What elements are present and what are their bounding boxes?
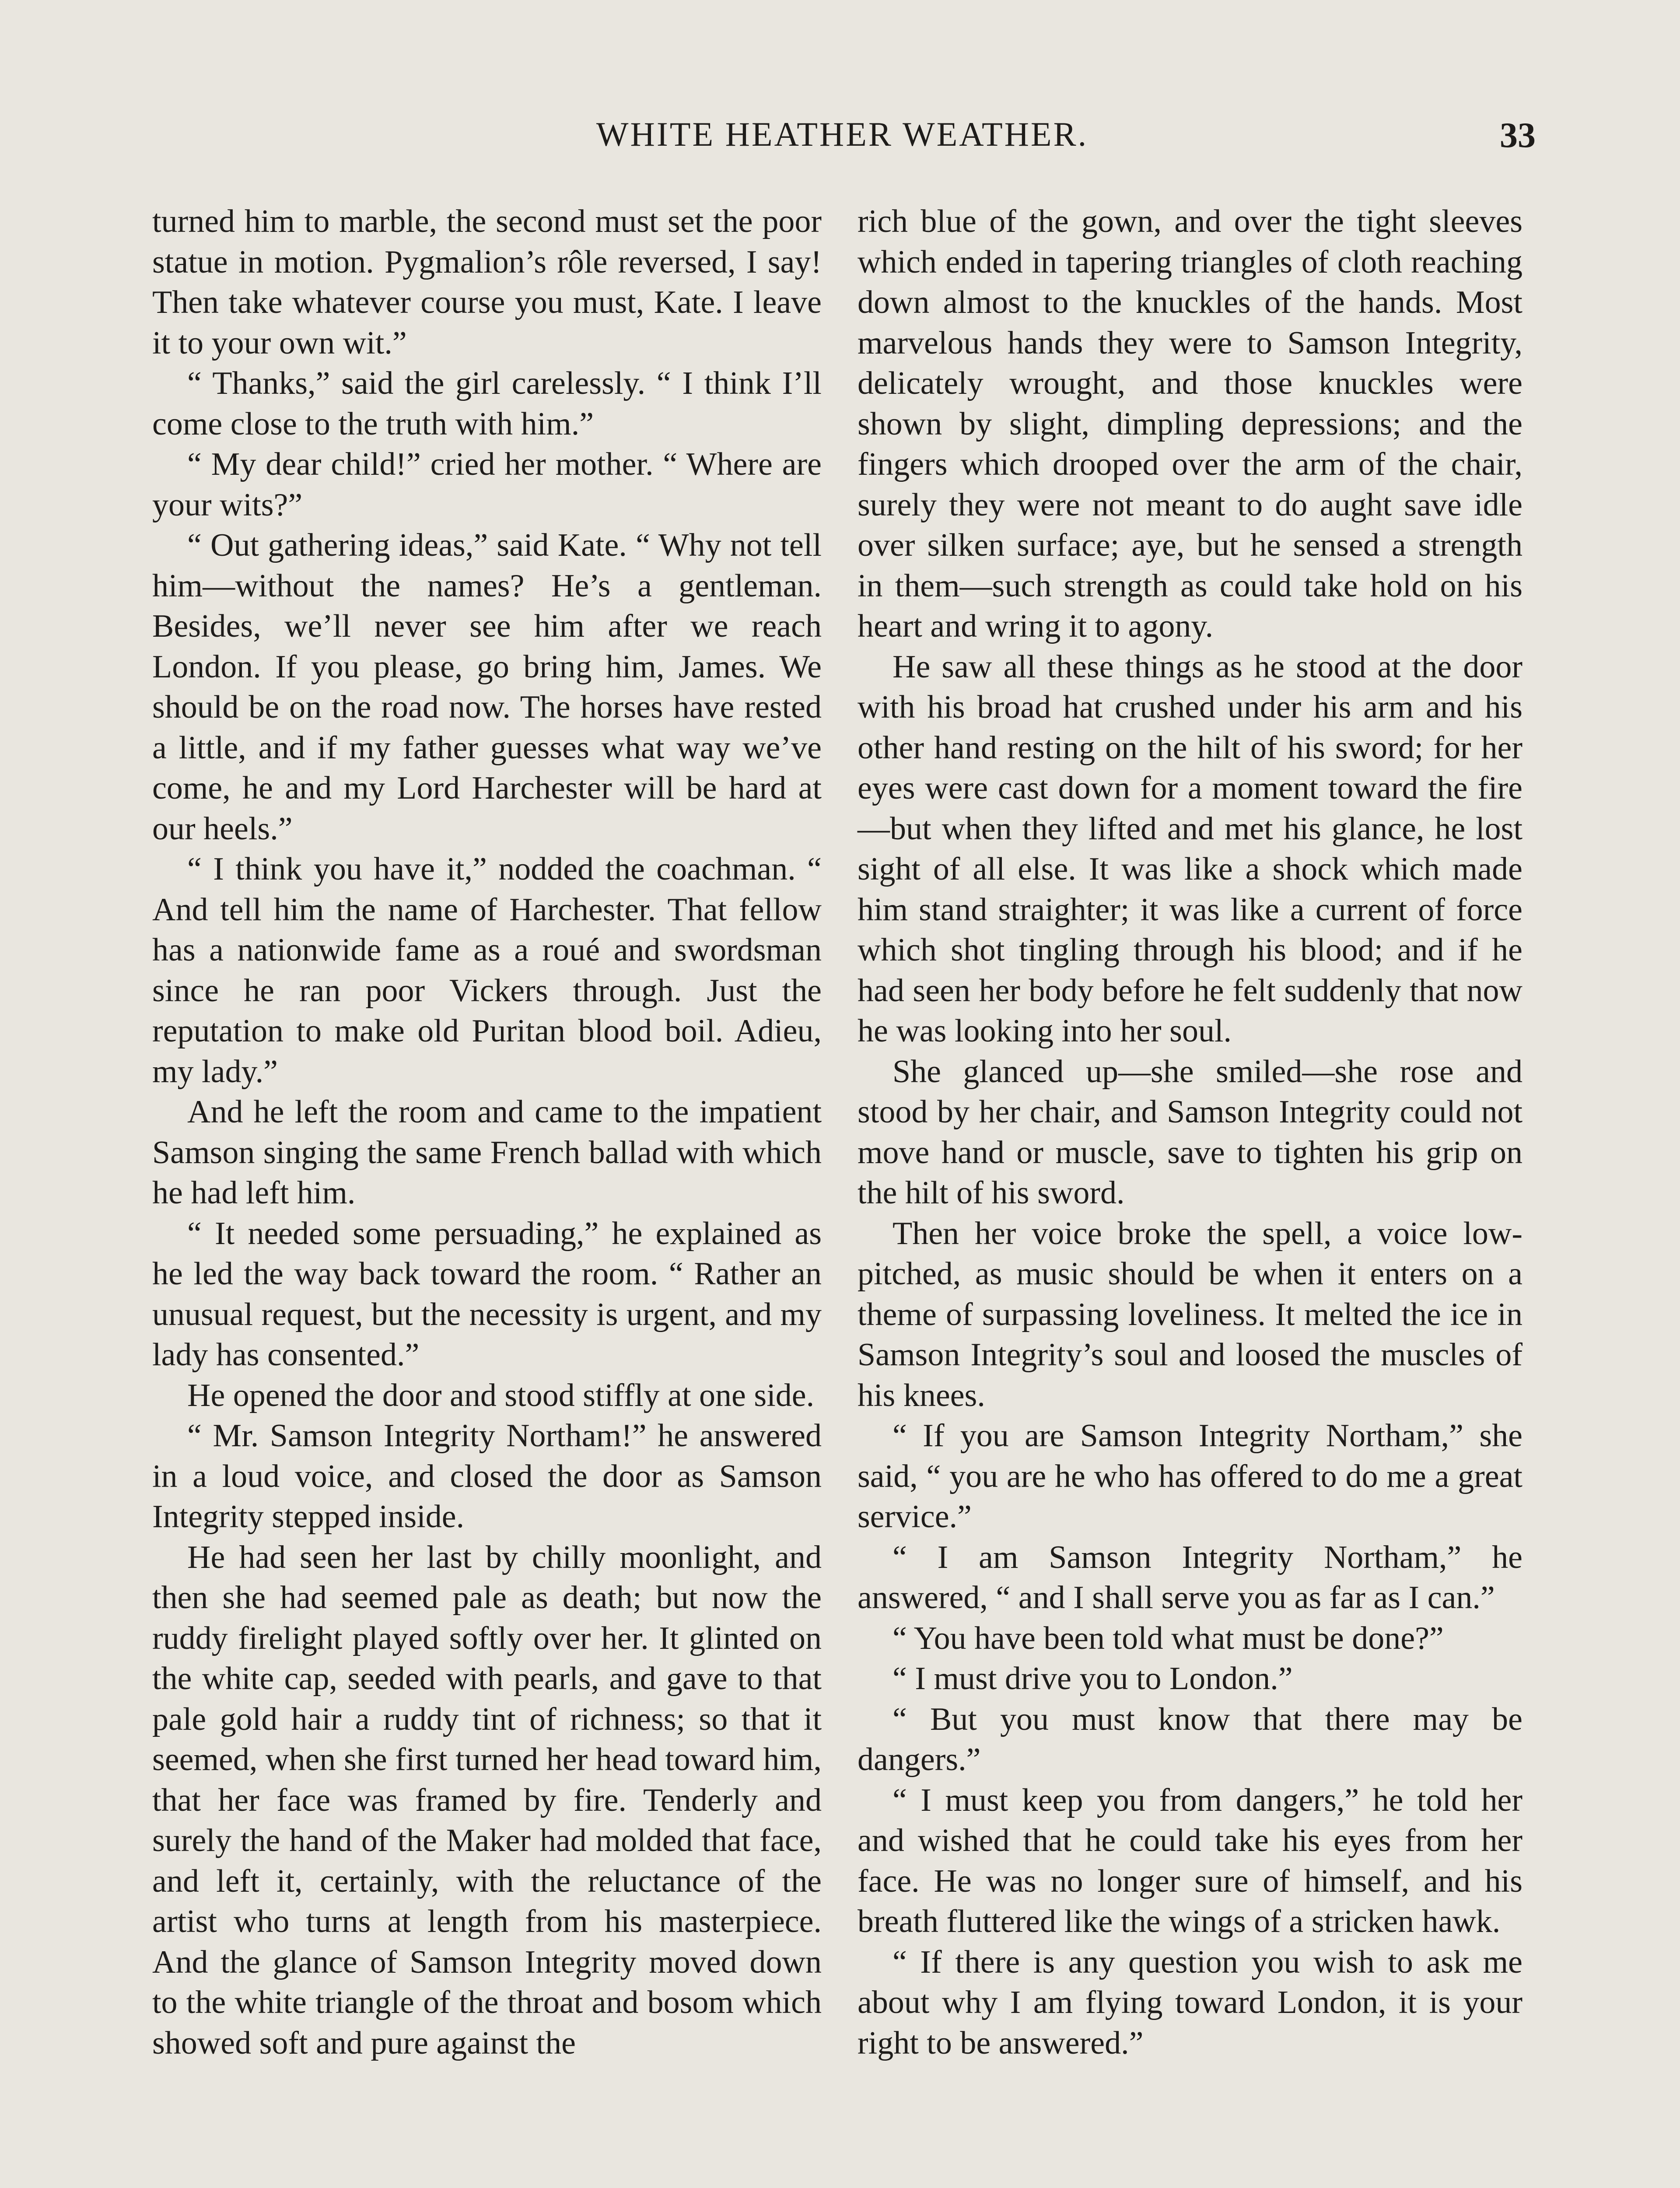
page-number: 33: [1500, 115, 1536, 155]
paragraph: And he left the room and came to the impatient Samson singing the same French ballad with which he had left him.: [152, 1094, 822, 1211]
paragraph: “ I am Samson Integrity Northam,” he answered, “ and I shall serve you as far as I can.”: [858, 1539, 1522, 1616]
page-header: [149, 115, 1536, 167]
paragraph: “ I think you have it,” nodded the coachman. “ And tell him the name of Harchester. That fellow has a nationwide fame as a roué and swordsman since he ran poor Vickers through. Just the reputation to make old Puritan blood boil. Adieu, my lady.”: [152, 851, 822, 1090]
running-title: WHITE HEATHER WEATHER.: [596, 115, 1088, 153]
paragraph: “ I must drive you to London.”: [892, 1661, 1293, 1697]
right-column: [858, 201, 1522, 2063]
paragraph: “ But you must know that there may be dangers.”: [858, 1701, 1522, 1778]
paragraph: “ Mr. Samson Integrity Northam!” he answered in a loud voice, and closed the door as Samson Integrity stepped inside.: [152, 1418, 822, 1535]
paragraph: “ You have been told what must be done?”: [892, 1620, 1444, 1656]
paragraph: rich blue of the gown, and over the tight sleeves which ended in tapering triangles of cloth reaching down almost to the knuckles of the hands. Most marvelous hands they were to Samson Integrity, delicately wrought, and those knuckles were shown by slight, dimpling depressions; and the fingers which drooped over the arm of the chair, surely they were not meant to do aught save idle over silken surface; aye, but he sensed a strength in them—such strength as could take hold on his heart and wring it to agony.: [858, 203, 1522, 644]
paragraph: turned him to marble, the second must set the poor statue in motion. Pygmalion’s rôle reversed, I say! Then take whatever course you must, Kate. I leave it to your own wit.”: [152, 203, 822, 361]
paragraph: “ If there is any question you wish to ask me about why I am flying toward London, it is your right to be answered.”: [858, 1944, 1522, 2061]
paragraph: “ My dear child!” cried her mother. “ Where are your wits?”: [152, 446, 822, 523]
paragraph: “ It needed some persuading,” he explained as he led the way back toward the room. “ Rather an unusual request, but the necessity is urgent, and my lady has consented.”: [152, 1215, 822, 1373]
paragraph: He had seen her last by chilly moonlight, and then she had seemed pale as death; but now the ruddy firelight played softly over her. It glinted on the white cap, seeded with pearls, and gave to that pale gold hair a ruddy tint of richness; so that it seemed, when she first turned her head toward him, that her face was framed by fire. Tenderly and surely the hand of the Maker had molded that face, and left it, certainly, with the reluctance of the artist who turns at length from his masterpiece. And the glance of Samson Integrity moved down to the white triangle of the throat and bosom which showed soft and pure against the: [152, 1539, 822, 2061]
left-column: [152, 201, 822, 2063]
paragraph: She glanced up—she smiled—she rose and stood by her chair, and Samson Integrity could not move hand or muscle, save to tighten his grip on the hilt of his sword.: [858, 1053, 1522, 1211]
paragraph: “ I must keep you from dangers,” he told her and wished that he could take his eyes from her face. He was no longer sure of himself, and his breath fluttered like the wings of a stricken hawk.: [858, 1782, 1522, 1939]
paragraph: He saw all these things as he stood at the door with his broad hat crushed under his arm and his other hand resting on the hilt of his sword; for her eyes were cast down for a moment toward the fire—but when they lifted and met his glance, he lost sight of all else. It was like a shock which made him stand straighter; it was like a current of force which shot tingling through his blood; and if he had seen her body before he felt suddenly that now he was looking into her soul.: [858, 649, 1522, 1049]
paragraph: “ If you are Samson Integrity Northam,” she said, “ you are he who has offered to do me a great service.”: [858, 1418, 1522, 1535]
paragraph: “ Thanks,” said the girl carelessly. “ I think I’ll come close to the truth with him.”: [152, 365, 822, 442]
paragraph: Then her voice broke the spell, a voice low-pitched, as music should be when it enters on a theme of surpassing loveliness. It melted the ice in Samson Integrity’s soul and loosed the muscles of his knees.: [858, 1215, 1522, 1413]
paragraph: “ Out gathering ideas,” said Kate. “ Why not tell him—without the names? He’s a gentleman. Besides, we’ll never see him after we reach London. If you please, go bring him, James. We should be on the road now. The horses have rested a little, and if my father guesses what way we’ve come, he and my Lord Harchester will be hard at our heels.”: [152, 527, 822, 847]
paragraph: He opened the door and stood stiffly at one side.: [187, 1377, 815, 1413]
